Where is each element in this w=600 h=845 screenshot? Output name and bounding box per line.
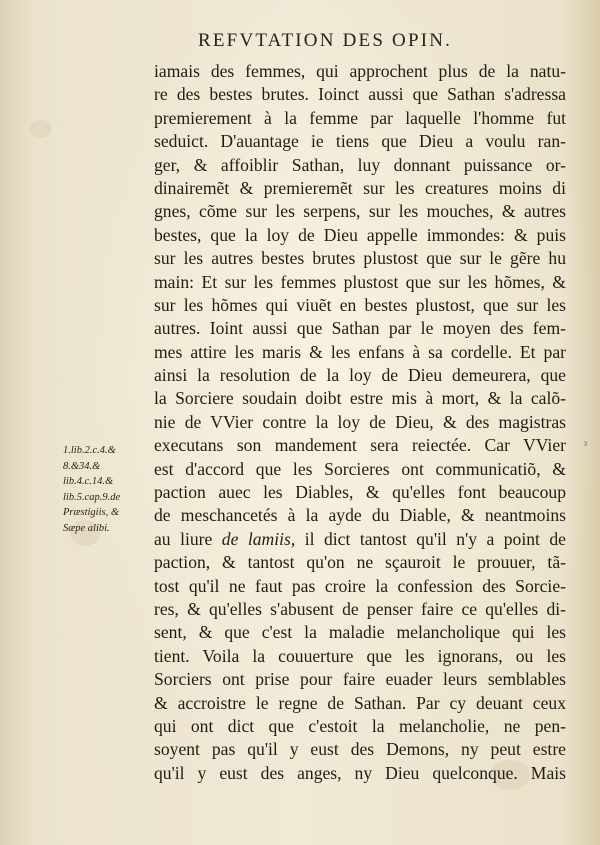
text-line: de meschancetés à la ayde du Diable, & neantmoins [154,505,566,526]
margin-note-line: 8.&34.& [63,460,101,472]
text-line: la Sorciere soudain doibt estre mis à mort, & la calõ- [154,388,566,409]
text-line: iamais des femmes, qui approchent plus de la natu- [154,61,566,81]
text-line: Sorciers ont prise pour faire euader leurs semblables [154,669,566,690]
text-line: tient. Voila la couuerture que les ignorans, ou les [154,645,566,666]
text-line: tost qu'il ne faut pas croire la confession des Sorcie- [154,575,566,596]
text-line: main: Et sur les femmes plustost que sur les hõmes, & [154,271,566,292]
text-line: autres. Ioint aussi que Sathan par le moyen des fem- [154,318,566,339]
text-line: nie de VVier contre la loy de Dieu, & des magistras [154,411,566,432]
text-line: executans son mandement sera reiectée. Car VVier [154,435,566,456]
text-line: au liure de lamiis, il dict tantost qu'il n'y a point de [154,528,566,549]
text-line: bestes, que la loy de Dieu appelle immondes: & puis [154,224,566,245]
margin-note [63,443,158,537]
text-line: dinairemẽt & premieremẽt sur les creatures moins di [154,177,566,198]
margin-note-line: lib.4.c.14.& [63,476,114,488]
main-text-block [154,60,566,785]
text-line: res, & qu'elles s'abusent de penser faire ce qu'elles di- [154,598,566,619]
text-line: ainsi la resolution de la loy de Dieu demeurera, que [154,365,566,386]
margin-note-line: Præstigiis, & [63,507,120,519]
gutter-mark: ³ [584,440,587,451]
text-line: premierement à la femme par laquelle l'homme fut [154,107,566,128]
text-line: sent, & que c'est la maladie melancholique qui les [154,622,566,643]
text-line: soyent pas qu'il y eust des Demons, ny peut estre [154,739,566,760]
text-line: est d'accord que les Sorcieres ont communicatiõ, & [154,458,566,479]
paper-stain [30,120,52,138]
running-head-title: REFVTATION DES OPIN. [198,30,453,51]
text-line: qu'il y eust des anges, ny Dieu quelconque. Mais [154,762,566,783]
margin-note-line: lib.5.cap.9.de [63,491,121,503]
text-line: seduict. D'auantage ie tiens que Dieu a voulu ran- [154,131,566,152]
text-line: qui ont dict que c'estoit la melancholie, ne pen- [154,715,566,736]
italic-title: de lamiis [221,528,291,549]
text-line: sur les autres bestes brutes plustost que sur le gẽre hu [154,248,566,269]
text-line: paction, & tantost qu'on ne sçauroit le prouuer, tã- [154,552,566,573]
margin-note-line: Sæpe alibi. [63,522,110,534]
text-line: mes attire les maris & les enfans à sa cordelle. Et par [154,341,566,362]
text-line: gnes, cõme sur les serpens, sur les mouches, & autres [154,201,566,222]
text-line: ger, & affoiblir Sathan, luy donnant puissance or- [154,154,566,175]
text-line: & accroistre le regne de Sathan. Par cy deuant ceux [154,692,566,713]
text-line: paction auec les Diables, & qu'elles font beaucoup [154,482,566,503]
text-line: sur les hõmes qui viuẽt en bestes plustost, que sur les [154,294,566,315]
text-line: re des bestes brutes. Ioinct aussi que Sathan s'adressa [154,84,566,105]
margin-note-line: 1.lib.2.c.4.& [63,445,116,456]
